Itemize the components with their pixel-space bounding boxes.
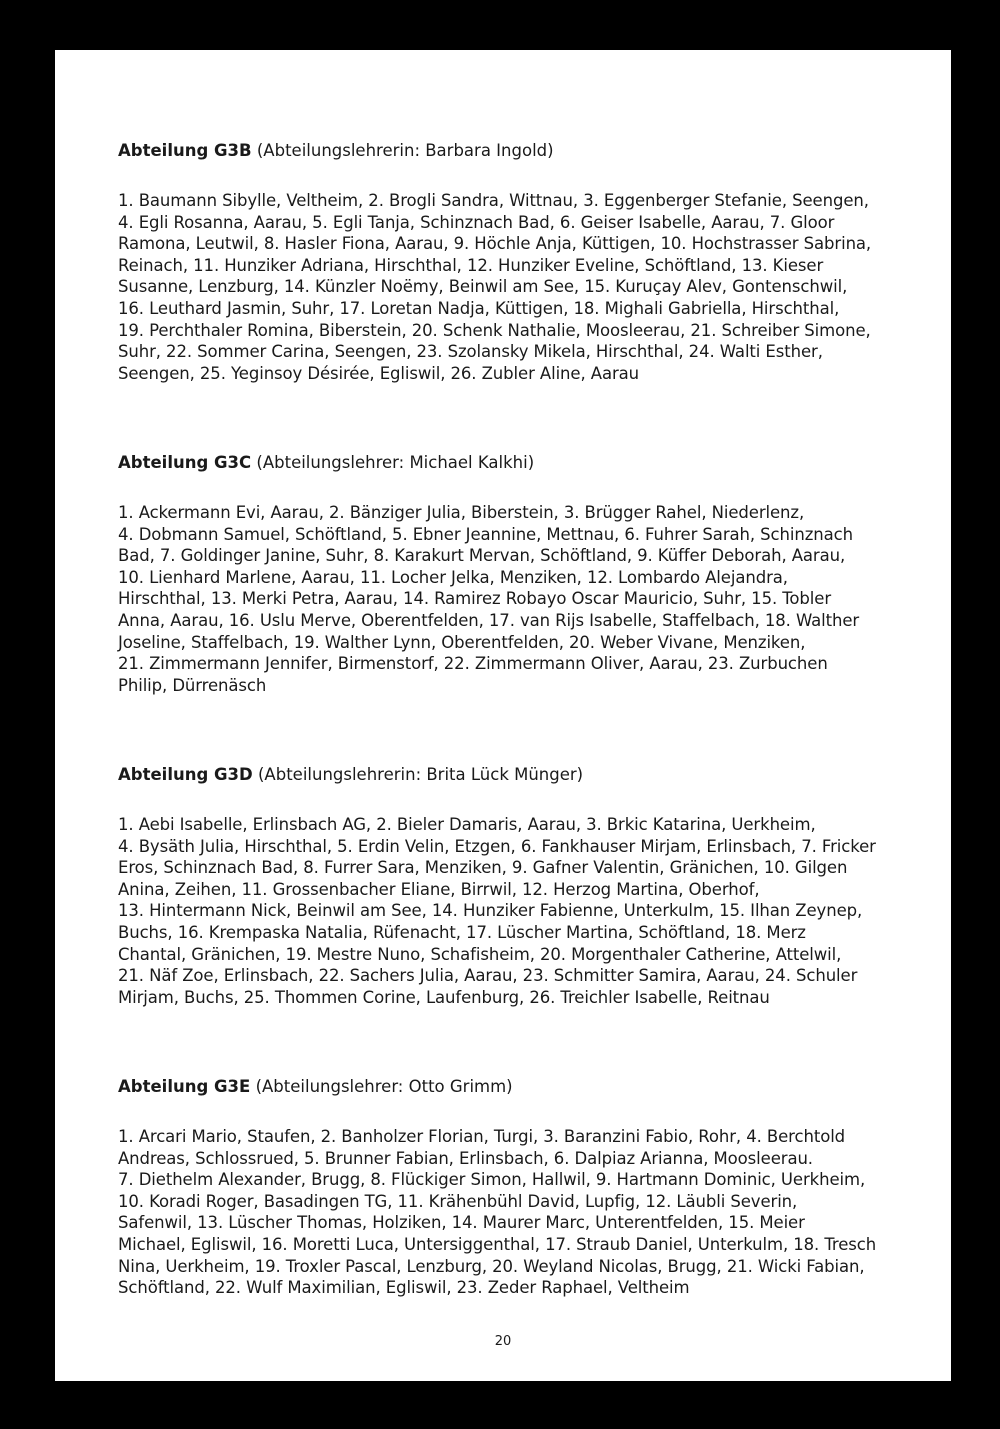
student-list-line: 10. Koradi Roger, Basadingen TG, 11. Krähenbühl David, Lupfig, 12. Läubli Severin, — [118, 1191, 798, 1211]
section-label: Abteilung G3E — [118, 1077, 251, 1096]
student-list-line: 16. Leuthard Jasmin, Suhr, 17. Loretan Nadja, Küttigen, 18. Mighali Gabriella, Hirschthal, — [118, 298, 840, 318]
student-list-line: Buchs, 16. Krempaska Natalia, Rüfenacht, 17. Lüscher Martina, Schöftland, 18. Merz — [118, 922, 806, 942]
student-list-line: 10. Lienhard Marlene, Aarau, 11. Locher Jelka, Menziken, 12. Lombardo Alejandra, — [118, 567, 788, 587]
student-list-line: 21. Näf Zoe, Erlinsbach, 22. Sachers Julia, Aarau, 23. Schmitter Samira, Aarau, 24. Schuler — [118, 966, 858, 986]
section-heading — [118, 452, 888, 474]
student-list-line: Ramona, Leutwil, 8. Hasler Fiona, Aarau, 9. Höchle Anja, Küttigen, 10. Hochstrasser Sabrina, — [118, 234, 872, 254]
student-list-line: Reinach, 11. Hunziker Adriana, Hirschthal, 12. Hunziker Eveline, Schöftland, 13. Kieser — [118, 255, 824, 275]
student-list — [118, 814, 888, 1008]
student-list-line: Suhr, 22. Sommer Carina, Seengen, 23. Szolansky Mikela, Hirschthal, 24. Walti Esther, — [118, 342, 823, 362]
student-list-line: 7. Diethelm Alexander, Brugg, 8. Flückiger Simon, Hallwil, 9. Hartmann Dominic, Uerkheim, — [118, 1170, 866, 1190]
section-g3e — [118, 1076, 888, 1299]
section-teacher: (Abteilungslehrerin: Brita Lück Münger) — [258, 765, 584, 784]
section-heading — [118, 1076, 888, 1098]
document-page — [55, 50, 951, 1381]
section-heading — [118, 140, 888, 162]
student-list-line: 21. Zimmermann Jennifer, Birmenstorf, 22. Zimmermann Oliver, Aarau, 23. Zurbuchen — [118, 654, 828, 674]
section-label: Abteilung G3B — [118, 141, 252, 160]
section-label: Abteilung G3C — [118, 453, 252, 472]
student-list-line: Seengen, 25. Yeginsoy Désirée, Egliswil, 26. Zubler Aline, Aarau — [118, 363, 640, 383]
student-list-line: 1. Baumann Sibylle, Veltheim, 2. Brogli Sandra, Wittnau, 3. Eggenberger Stefanie, Seengen, — [118, 191, 869, 210]
section-teacher: (Abteilungslehrerin: Barbara Ingold) — [256, 141, 554, 160]
student-list-line: Joseline, Staffelbach, 19. Walther Lynn, Oberentfelden, 20. Weber Vivane, Menziken, — [118, 632, 806, 652]
student-list — [118, 190, 888, 384]
section-teacher: (Abteilungslehrer: Michael Kalkhi) — [256, 453, 535, 472]
student-list-line: Nina, Uerkheim, 19. Troxler Pascal, Lenzburg, 20. Weyland Nicolas, Brugg, 21. Wicki Fabian, — [118, 1256, 865, 1276]
student-list-line: Hirschthal, 13. Merki Petra, Aarau, 14. Ramirez Robayo Oscar Mauricio, Suhr, 15. Tobler — [118, 589, 832, 609]
student-list-line: Schöftland, 22. Wulf Maximilian, Egliswil, 23. Zeder Raphael, Veltheim — [118, 1278, 690, 1298]
section-g3d — [118, 764, 888, 1008]
student-list-line: 1. Arcari Mario, Staufen, 2. Banholzer Florian, Turgi, 3. Baranzini Fabio, Rohr, 4. Berchtold — [118, 1127, 846, 1146]
page-number: 20 — [494, 1334, 512, 1349]
student-list-line: Philip, Dürrenäsch — [118, 675, 267, 695]
section-g3c — [118, 452, 888, 696]
student-list — [118, 1126, 888, 1299]
section-heading — [118, 764, 888, 786]
student-list-line: Anina, Zeihen, 11. Grossenbacher Eliane, Birrwil, 12. Herzog Martina, Oberhof, — [118, 879, 760, 899]
student-list — [118, 502, 888, 696]
section-teacher: (Abteilungslehrer: Otto Grimm) — [255, 1077, 513, 1096]
student-list-line: 19. Perchthaler Romina, Biberstein, 20. Schenk Nathalie, Moosleerau, 21. Schreiber Simone, — [118, 320, 871, 340]
student-list-line: 4. Egli Rosanna, Aarau, 5. Egli Tanja, Schinznach Bad, 6. Geiser Isabelle, Aarau, 7. Gloor — [118, 212, 835, 232]
student-list-line: Michael, Egliswil, 16. Moretti Luca, Untersiggenthal, 17. Straub Daniel, Unterkulm, 18. Tresch — [118, 1234, 877, 1254]
section-g3b — [118, 140, 888, 384]
student-list-line: 1. Ackermann Evi, Aarau, 2. Bänziger Julia, Biberstein, 3. Brügger Rahel, Niederlenz, — [118, 503, 805, 522]
student-list-line: Andreas, Schlossrued, 5. Brunner Fabian, Erlinsbach, 6. Dalpiaz Arianna, Moosleerau. — [118, 1148, 813, 1168]
student-list-line: Anna, Aarau, 16. Uslu Merve, Oberentfelden, 17. van Rijs Isabelle, Staffelbach, 18. Walther — [118, 610, 860, 630]
student-list-line: Mirjam, Buchs, 25. Thommen Corine, Laufenburg, 26. Treichler Isabelle, Reitnau — [118, 987, 770, 1007]
student-list-line: Safenwil, 13. Lüscher Thomas, Holziken, 14. Maurer Marc, Unterentfelden, 15. Meier — [118, 1213, 805, 1233]
student-list-line: Eros, Schinznach Bad, 8. Furrer Sara, Menziken, 9. Gafner Valentin, Gränichen, 10. Gilgen — [118, 858, 848, 878]
student-list-line: Susanne, Lenzburg, 14. Künzler Noëmy, Beinwil am See, 15. Kuruçay Alev, Gontenschwil, — [118, 277, 848, 297]
student-list-line: 4. Bysäth Julia, Hirschthal, 5. Erdin Velin, Etzgen, 6. Fankhauser Mirjam, Erlinsbach, 7. Fricker — [118, 836, 876, 856]
student-list-line: 13. Hintermann Nick, Beinwil am See, 14. Hunziker Fabienne, Unterkulm, 15. Ilhan Zeynep, — [118, 901, 863, 921]
student-list-line: 4. Dobmann Samuel, Schöftland, 5. Ebner Jeannine, Mettnau, 6. Fuhrer Sarah, Schinznach — [118, 524, 853, 544]
student-list-line: Bad, 7. Goldinger Janine, Suhr, 8. Karakurt Mervan, Schöftland, 9. Küffer Deborah, Aarau, — [118, 546, 846, 566]
student-list-line: 1. Aebi Isabelle, Erlinsbach AG, 2. Bieler Damaris, Aarau, 3. Brkic Katarina, Uerkheim, — [118, 815, 816, 834]
section-label: Abteilung G3D — [118, 765, 253, 784]
student-list-line: Chantal, Gränichen, 19. Mestre Nuno, Schafisheim, 20. Morgenthaler Catherine, Attelwil, — [118, 944, 842, 964]
